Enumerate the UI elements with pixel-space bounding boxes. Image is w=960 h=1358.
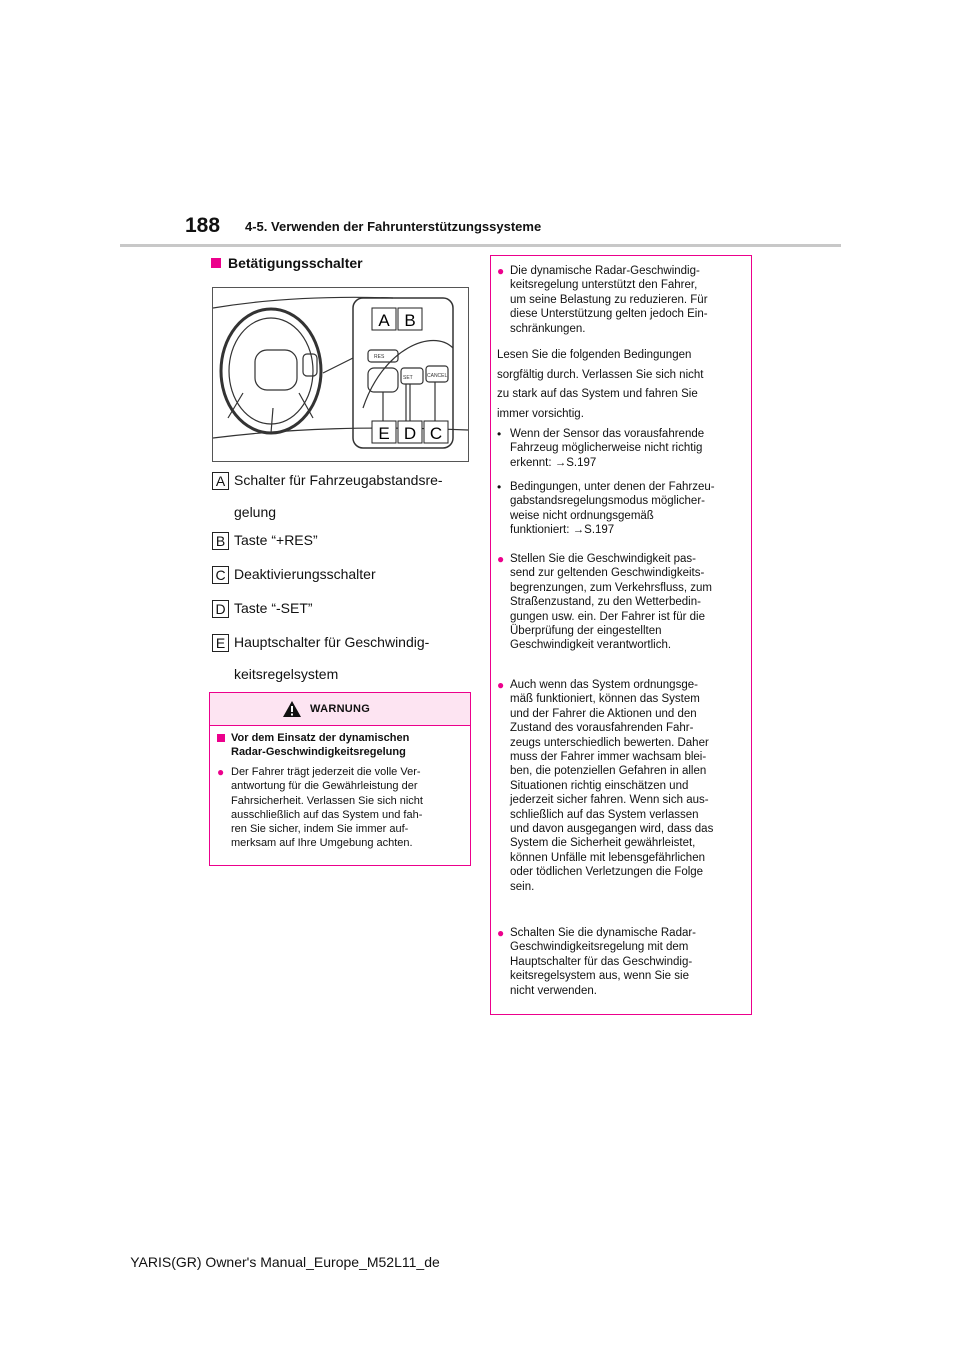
info-line: gungen usw. ein. Der Fahrer ist für die [510,610,705,623]
info-line: Fahrzeug möglicherweise nicht richtig [510,442,703,455]
info-line: Bedingungen, unter denen der Fahrzeu- [510,481,715,493]
bullet-dot-icon: ● [497,264,505,278]
legend-text-b: Taste “+RES” [234,532,318,548]
info-line: Geschwindigkeitsregelung mit dem [510,941,689,954]
info-line: System die Sicherheit gewährleistet, [510,837,696,850]
warning-bullet [217,765,423,851]
info-line: Schalten Sie die dynamische Radar- [510,927,697,939]
legend-item-d [212,600,313,624]
legend-item-a [212,472,443,528]
cancel-button-label: CANCEL [427,373,448,379]
section-heading-text: Betätigungsschalter [228,255,363,271]
info-line: Situationen richtig einschätzen und [510,779,689,792]
callout-e: E [378,424,390,443]
warning-box [209,692,471,866]
steering-wheel-illustration [213,288,468,461]
info-line: Hauptschalter für das Geschwindig- [510,955,693,968]
info-line: Wenn der Sensor das vorausfahrende [510,428,705,440]
warning-line: merksam auf Ihre Umgebung achten. [231,837,413,850]
set-button-label: SET [403,375,413,381]
info-line: nicht verwenden. [510,984,597,997]
bullet-dot-icon: ● [497,678,505,692]
info-bullet-1 [497,264,740,336]
warning-header [210,693,470,726]
info-line: sorgfältig durch. Verlassen Sie sich nicht [497,368,704,381]
legend-text-c: Deaktivierungsschalter [234,566,376,582]
legend-text-d: Taste “-SET” [234,600,313,616]
info-line: Geschwindigkeit verantwortlich. [510,639,672,652]
info-line: gabstandsregelungsmodus möglicher- [510,495,705,508]
warning-line: antwortung für die Gewährleistung der [231,780,418,793]
bullet-small-dot-icon: • [497,480,502,494]
section-title: 4-5. Verwenden der Fahrunterstützungssysteme [245,219,542,234]
warning-label: WARNUNG [310,703,371,715]
callout-c: C [429,424,443,443]
bullet-dot-icon: ● [497,552,505,566]
warning-heading [217,731,409,760]
info-bullet-3 [497,678,740,894]
bullet-dot-icon: ● [497,926,505,940]
steering-switch-figure [212,287,469,462]
warning-triangle-icon [282,700,302,718]
info-line: schränkungen. [510,322,586,335]
page-footer [0,1254,960,1270]
legend-item-b [212,532,318,556]
heading-square-icon [211,258,221,268]
warning-line: ausschließlich auf das System und fah- [231,808,423,821]
page-number: 188 [185,214,221,237]
info-line: zu stark auf das System und fahren Sie [497,388,698,400]
info-line: sein. [510,880,535,893]
info-line: send zur geltenden Geschwindigkeits- [510,567,705,580]
bullet-small-dot-icon: • [497,427,502,441]
info-line: Straßenzustand, zu den Wetterbedin- [510,596,701,609]
info-line: keitsregelsystem aus, wenn Sie sie [510,970,689,983]
res-button-label: RES [374,354,385,360]
callout-d: D [403,424,417,443]
info-paragraph [497,346,742,424]
warning-line: ren Sie sicher, indem Sie immer auf- [231,823,409,836]
legend-text-e-line2: keitsregelsystem [234,666,339,682]
info-line: Die dynamische Radar-Geschwindig- [510,265,700,277]
info-sub-bullet-1 [497,427,740,470]
info-line: muss der Fahrer immer wachsam blei- [510,751,707,764]
info-line: erkennt: →S.197 [510,456,597,469]
warning-line: Der Fahrer trägt jederzeit die volle Ver- [231,766,421,778]
legend-key-b: B [212,532,229,550]
legend-key-d: D [212,600,229,618]
info-bullet-4 [497,926,740,998]
bullet-dot-icon: ● [217,765,225,779]
legend-text-e-line1: Hauptschalter für Geschwindig- [234,634,430,650]
info-line: oder tödlichen Verletzungen die Folge [510,866,704,879]
info-line: schließlich auf das System verlassen [510,808,699,821]
legend-key-e: E [212,634,229,652]
info-line: Auch wenn das System ordnungsge- [510,679,698,691]
info-line: zeugs unterschiedlich bewerten. Daher [510,736,709,749]
info-line: Überprüfung der eingestellten [510,625,662,638]
callout-a: A [378,311,390,330]
warning-heading-line2: Radar-Geschwindigkeitsregelung [231,746,406,759]
info-line: um seine Belastung zu reduzieren. Für [510,293,708,306]
info-line: weise nicht ordnungsgemäß [510,509,654,522]
legend-item-c [212,566,376,590]
warning-line: Fahrsicherheit. Verlassen Sie sich nicht [231,794,423,807]
header-divider [120,244,841,247]
info-bullet-2 [497,552,740,653]
warning-heading-line1: Vor dem Einsatz der dynamischen [231,732,410,744]
section-heading [211,255,363,271]
info-line: immer vorsichtig. [497,407,584,420]
footer-text: YARIS(GR) Owner's Manual_Europe_M52L11_de [130,1254,440,1270]
legend-key-c: C [212,566,229,584]
caution-info-box [490,255,752,1015]
legend-text-a-line1: Schalter für Fahrzeugabstandsre- [234,472,443,488]
info-line: und der Fahrer die Aktionen und den [510,707,697,720]
legend-item-e [212,634,429,690]
info-line: Lesen Sie die folgenden Bedingungen [497,349,692,361]
info-line: können Unfälle mit lebensgefährlichen [510,851,705,864]
info-line: mäß funktioniert, können das System [510,693,700,706]
info-line: ben, die potenziellen Gefahren in allen [510,765,707,778]
info-line: jederzeit sicher fahren. Wenn sich aus- [510,794,709,807]
info-line: Zustand des vorausfahrenden Fahr- [510,722,694,735]
info-line: und davon ausgegangen wird, dass das [510,823,714,836]
info-line: Stellen Sie die Geschwindigkeit pas- [510,553,697,565]
legend-text-a-line2: gelung [234,504,277,520]
info-line: keitsregelung unterstützt den Fahrer, [510,279,698,292]
info-line: diese Unterstützung gelten jedoch Ein- [510,308,708,321]
legend-key-a: A [212,472,229,490]
callout-b: B [404,311,416,330]
info-line: begrenzungen, zum Verkehrsfluss, zum [510,581,712,594]
info-line: funktioniert: →S.197 [510,524,615,537]
heading-square-icon [217,731,231,760]
info-sub-bullet-2 [497,480,740,538]
